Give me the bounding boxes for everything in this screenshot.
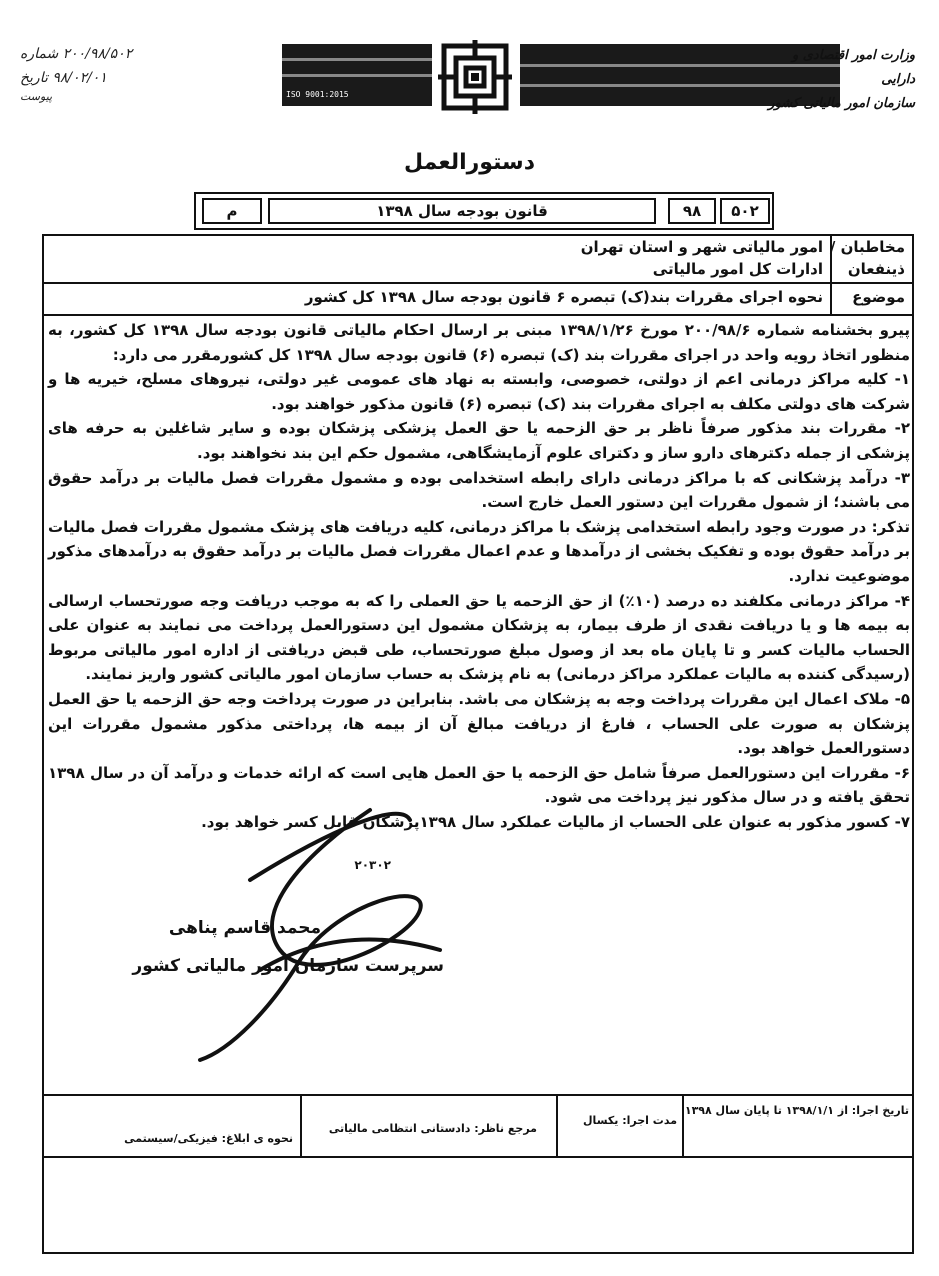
organization-emblem-icon	[436, 38, 514, 116]
iso-label: ISO 9001:2015	[286, 90, 349, 99]
handwritten-attachment: پیوست	[20, 90, 53, 103]
paragraph-item-7: ۷- کسور مذکور به عنوان علی الحساب از مالیات عملکرد سال ۱۳۹۸پزشکان قابل کسر خواهد بود.	[201, 812, 910, 831]
divider-footer	[42, 1094, 914, 1096]
recipients-line-2: ادارات کل امور مالیاتی	[652, 260, 823, 278]
paragraph-item-5: ۵- ملاک اعمال این مقررات پرداخت وجه به پزشکان می باشد. بنابراین در صورت پرداخت وجه حق الزحمه یا حق العمل پزشکان به صورت علی الحساب ، فارغ از دریافت مبالغ آن از بیمه ها، پرداختی مذکور مشمول مقررات این دستورالعمل خواهد بود.	[48, 689, 910, 758]
paragraph-item-4: ۴- مراکز درمانی مکلفند ده درصد (۱۰٪) از حق الزحمه یا حق العملی را که به موجب دریافت وجه صورتحساب ارسالی به بیمه ها و یا دریافت نقدی از طرف بیمار، به پزشکان مشمول این دستورالعمل پرداخت می نمایند به عنوان علی الحساب مالیات کسر و تا پایان ماه بعد از وصول مبلغ صورتحساب، طی قبض دریافتی از اداره امور مالیاتی مربوط (رسیدگی کننده به مالیات عملکرد مراکز درمانی) به نام پزشک به حساب سازمان امور مالیاتی کشور واریز نمایند.	[48, 591, 910, 684]
signer-title: سرپرست سازمان امور مالیاتی کشور	[132, 956, 444, 976]
subject-text: نحوه اجرای مقررات بند(ک) تبصره ۶ قانون بودجه سال ۱۳۹۸ کل کشور	[304, 288, 823, 306]
ministry-line-1: وزارت امور اقتصادی و دارایی	[791, 48, 915, 87]
divider-footer-bottom	[42, 1156, 914, 1158]
paragraph-note: تذکر: در صورت وجود رابطه استخدامی پزشک با مراکز درمانی، کلیه دریافت های پزشک مشمول مقررات فصل مالیات بر درآمد حقوق بوده و تفکیک بخشی از درآمدها و عدم اعمال مقررات فصل مالیات بر درآمد حقوق به درآمدهای مذکور موضوعیت ندارد.	[48, 517, 910, 585]
ministry-line-2: سازمان امور مالیاتی کشور	[768, 96, 915, 111]
handwritten-date: ۹۸/۰۲/۰۱ تاریخ	[20, 70, 107, 86]
recipients-label	[827, 236, 905, 280]
paragraph-item-2: ۲- مقررات بند مذکور صرفاً ناظر بر حق الزحمه یا حق العمل پزشکی پزشکان بوده و سایر شاغلین به حرفه های پزشکی از جمله دکترهای دارو ساز و دکترای علوم آزمایشگاهی، مشمول حکم این بند نخواهند بود.	[48, 419, 910, 462]
document-body	[48, 318, 910, 834]
recipients-value	[581, 236, 823, 280]
recipients-label-line-2: ذینفعان	[847, 260, 905, 278]
footer-authority: مرجع ناظر: دادستانی انتظامی مالیاتی	[328, 1122, 537, 1135]
signer-name: محمد قاسم پناهی	[168, 918, 321, 938]
ministry-name	[765, 44, 915, 116]
handwritten-reference	[20, 42, 180, 104]
paragraph-item-1: ۱- کلیه مراکز درمانی اعم از دولتی، خصوصی، وابسته به نهاد های عمومی غیر دولتی، نیروهای مسلح، خیریه ها و شرکت های دولتی مکلف به اجرای مقررات بند (ک) تبصره (۶) قانون مذکور خواهند بود.	[48, 370, 910, 413]
footer-exec-date: تاریخ اجرا: از ۱۳۹۸/۱/۱ تا پایان سال ۱۳۹۸	[684, 1104, 909, 1117]
divider-recipients	[42, 282, 914, 284]
subject-label: موضوع	[852, 288, 905, 306]
paragraph-item-3: ۳- درآمد پزشکانی که با مراکز درمانی دارای رابطه استخدامی بوده و مشمول مقررات فصل مالیات بر درآمد حقوق می باشند؛ از شمول مقررات این دستور العمل خارج است.	[48, 468, 910, 512]
divider-footer-3	[300, 1096, 302, 1156]
recipients-line-1: امور مالیاتی شهر و استان تهران	[580, 238, 823, 256]
signature-initials: ۲۰۳۰۲	[354, 858, 391, 872]
document-id-row	[194, 192, 774, 230]
id-letter: م	[202, 198, 262, 224]
id-number: ۵۰۲	[720, 198, 770, 224]
paragraph-item-6: ۶- مقررات این دستورالعمل صرفاً شامل حق الزحمه یا حق العمل هایی است که ارائه خدمات و درآمد آن در سال ۱۳۹۸ تحقق یافته و در سال مذکور نیز پرداخت می شود.	[48, 763, 910, 807]
divider-footer-1	[556, 1096, 558, 1156]
divider-subject	[42, 314, 914, 316]
document-title: دستورالعمل	[404, 150, 535, 175]
divider-footer-2	[682, 1096, 684, 1156]
paragraph-intro: پیرو بخشنامه شماره ۲۰۰/۹۸/۶ مورخ ۱۳۹۸/۱/۲۶ مبنی بر ارسال احکام مالیاتی قانون بودجه سال ۱۳۹۸ کل کشور، به منظور اتخاذ رویه واحد در اجرای مقررات بند (ک) تبصره (۶) قانون بودجه سال ۱۳۹۸ کل کشورمقرر می دارد:	[48, 321, 910, 364]
id-year: ۹۸	[668, 198, 716, 224]
footer-duration: مدت اجرا: یکسال	[583, 1114, 677, 1127]
id-law: قانون بودجه سال ۱۳۹۸	[268, 198, 656, 224]
footer-notify: نحوه ی ابلاغ: فیزیکی/سیستمی	[124, 1132, 293, 1145]
recipients-label-line-1: مخاطبان /	[829, 238, 905, 256]
handwritten-number: ۲۰۰/۹۸/۵۰۲ شماره	[20, 46, 133, 62]
